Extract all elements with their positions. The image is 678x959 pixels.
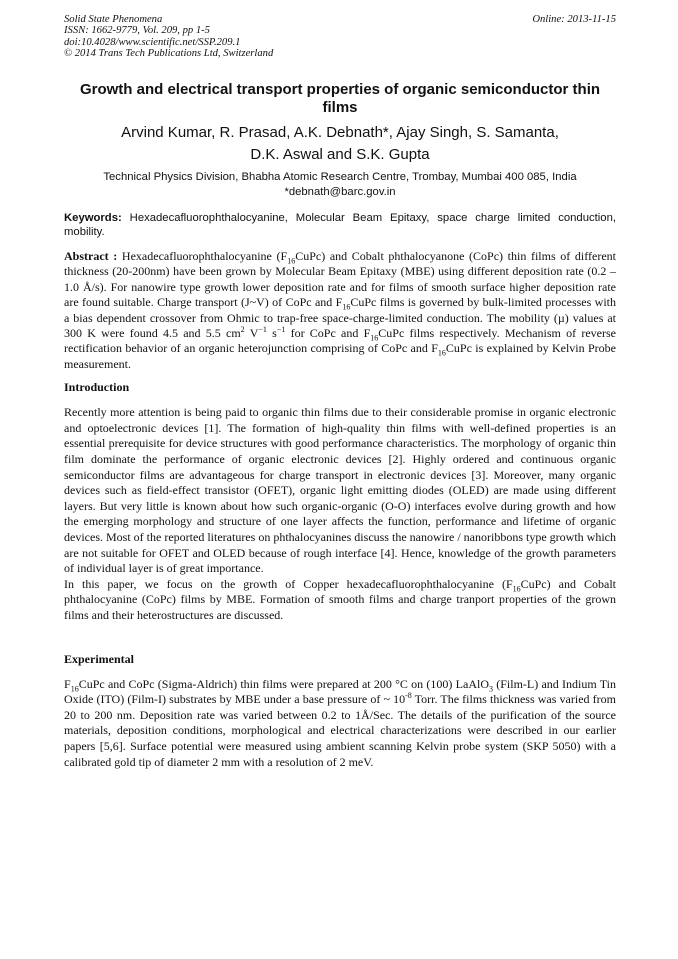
abstract-text: s: [266, 326, 277, 341]
intro-text: CuPc) and Cobalt phthalocyanine (CoPc) films by MBE. Formation of smooth films and charge tranport properties of the grown films and their heterostructures are discussed.: [64, 576, 616, 622]
journal-doi[interactable]: doi:10.4028/www.scientific.net/SSP.209.1: [64, 36, 241, 48]
abstract-text: CuPc films respectively. Mechanism of reverse rectification behavior of an organic heterojunction comprising of CoPc and F: [64, 326, 617, 356]
experimental-paragraph: [64, 677, 616, 771]
abstract-superscript: −1: [276, 325, 286, 335]
author-list: [64, 122, 616, 166]
journal-copyright: © 2014 Trans Tech Publications Ltd, Switzerland: [64, 47, 274, 59]
keywords-text: Hexadecafluorophthalocyanine, Molecular Beam Epitaxy, space charge limited conduction, mobility.: [64, 212, 617, 238]
abstract-subscript: 16: [437, 348, 446, 358]
abstract-text: CuPc is explained by Kelvin Probe measurement.: [64, 341, 616, 371]
abstract-subscript: 16: [287, 256, 296, 266]
abstract-superscript: 2: [240, 325, 245, 335]
keywords-label: Keywords:: [64, 212, 122, 224]
section-spacer: [64, 624, 616, 652]
journal-header: [64, 14, 616, 66]
exp-text: Torr. The films thickness was varied from 20 to 200 nm. Deposition rate was varied between 0.2 to 1Å/Sec. The details of the purification of the source materials, deposition conditions, morphological and electrical characterizations were described in our earlier papers [5,6]. Surface potential were measured using ambient scanning Kelvin probe system (SKP 5050) with a calibrated gold tip of diameter 2 mm with a resolution of 2 meV.: [64, 692, 616, 769]
abstract-subscript: 16: [370, 333, 379, 343]
introduction-paragraph-2: [64, 577, 616, 624]
abstract-label: Abstract :: [64, 249, 118, 263]
exp-text: F: [64, 676, 71, 691]
abstract-text: V: [244, 326, 259, 341]
journal-name: Solid State Phenomena: [64, 14, 163, 25]
authors-line-1: Arvind Kumar, R. Prasad, A.K. Debnath*, Ajay Singh, S. Samanta,: [121, 124, 559, 141]
abstract-superscript: −1: [258, 325, 267, 335]
exp-subscript: 3: [488, 683, 493, 693]
intro-subscript: 16: [512, 584, 521, 594]
paper-title: Growth and electrical transport properties of organic semiconductor thin films: [79, 81, 601, 116]
affiliation: Technical Physics Division, Bhabha Atomic Research Centre, Trombay, Mumbai 400 085, India: [103, 171, 577, 183]
introduction-heading: Introduction: [64, 380, 130, 395]
abstract-text: CuPc films is governed by bulk-limited processes with a bias dependent crossover from Ohmic to trap-free space-charge-limited conduction. The mobility (µ) values at 300 K were found 4.5 and 5.5 cm: [64, 295, 616, 341]
abstract-subscript: 16: [342, 302, 351, 312]
intro-text: In this paper, we focus on the growth of Copper hexadecafluorophthalocyanine (F: [64, 576, 513, 591]
journal-info: [64, 14, 273, 59]
keywords: [64, 211, 616, 239]
exp-superscript: -8: [405, 691, 412, 701]
paper-page: [64, 14, 616, 770]
journal-issn: ISSN: 1662-9779, Vol. 209, pp 1-5: [64, 25, 210, 37]
introduction-paragraph-1: Recently more attention is being paid to organic thin films due to their considerable promise in organic electronic and optoelectronic devices [1]. The formation of high-quality thin films with well-defined properties is an essential prerequisite for device structures with good performance characteristics. The morphology of organic thin film dominate the performance of organic electronic devices [2]. Highly ordered and continuous organic semiconductor films are advantageous for charge transport in electronic devices [3]. Moreover, many organic devices such as field-effect transistor (OFET), organic light emitting diodes (OLED) are made using different layers. But very little is known about how such organic-organic (O-O) interfaces evolve during growth and how the emerging morphology and structure of one layer affects the function, performance and lifetime of organic devices. Most of the reported literatures on phthalocyanines discuss the nanowire / nanoribbons type growth which are not suitable for OFET and OLED because of rough interface [4]. Hence, knowledge of the growth parameters of individual layer is of great importance.: [64, 405, 616, 576]
exp-text: CuPc and CoPc (Sigma-Aldrich) thin films were prepared at 200 °C on (100) LaAlO: [78, 676, 489, 691]
online-date: Online: 2013-11-15: [532, 14, 616, 25]
exp-text: (Film-L) and Indium Tin Oxide (ITO) (Film-I) substrates by MBE under a base pressure of ~ 10: [64, 676, 616, 707]
abstract-text: Hexadecafluorophthalocyanine (F: [117, 249, 288, 263]
authors-line-2: D.K. Aswal and S.K. Gupta: [250, 146, 430, 163]
abstract: [64, 249, 616, 372]
abstract-text: for CoPc and F: [285, 326, 371, 341]
corresponding-email[interactable]: *debnath@barc.gov.in: [284, 186, 396, 198]
experimental-heading: Experimental: [64, 651, 134, 666]
affiliation-block: [64, 170, 616, 200]
exp-subscript: 16: [70, 683, 79, 693]
abstract-text: CuPc) and Cobalt phthalocyanone (CoPc) thin films of different thickness (20-200nm) have been grown by Molecular Beam Epitaxy (MBE) using different deposition rate (0.2 – 1.0 Å/s). For nanowire type growth lower deposition rate and for films of smooth surface higher deposition rate are found suitable. Charge transport (J~V) of CoPc and F: [64, 249, 617, 310]
